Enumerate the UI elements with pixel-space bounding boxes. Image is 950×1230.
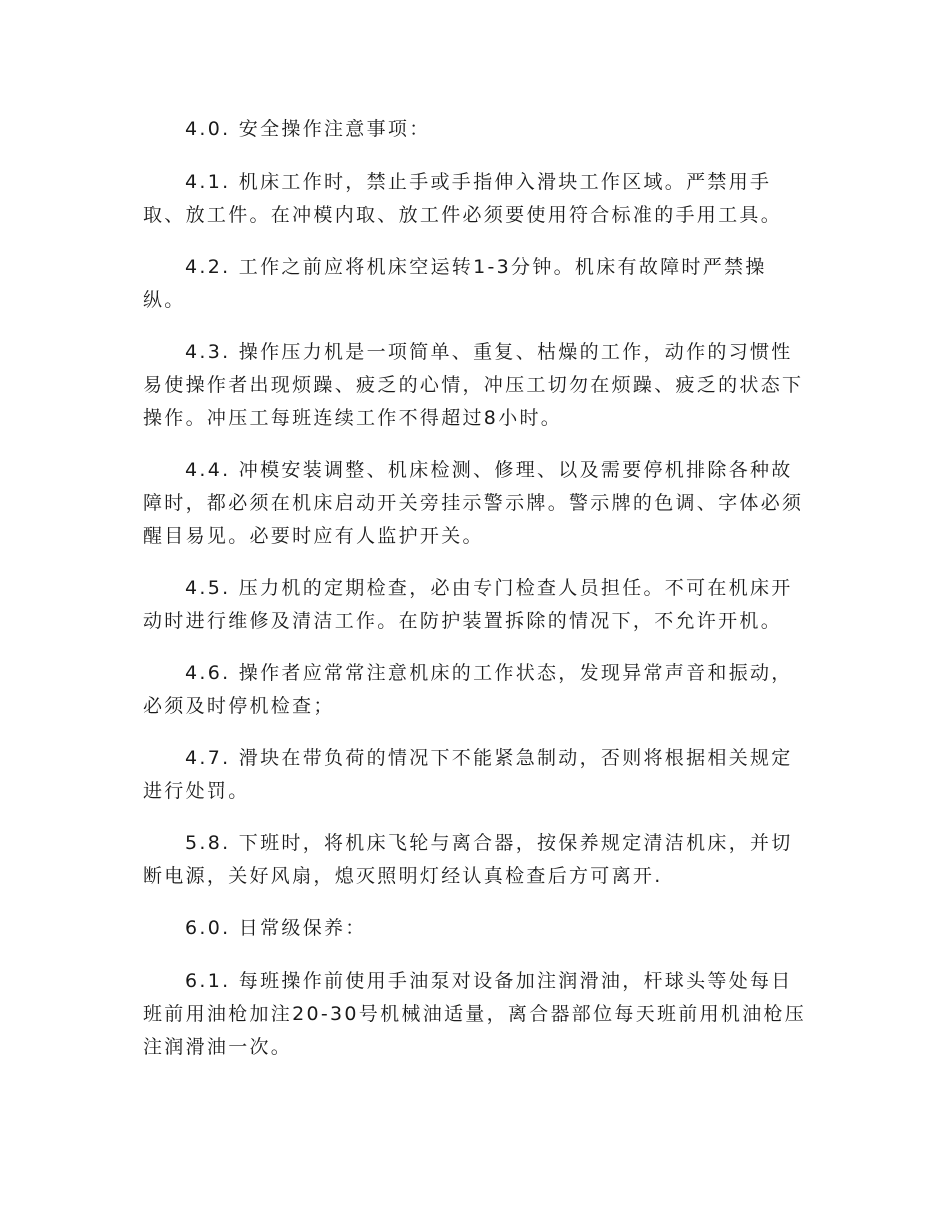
paragraph-4-5: 4.5. 压力机的定期检查，必由专门检查人员担任。不可在机床开动时进行维修及清洁工作。在防护装置拆除的情况下，不允许开机。 bbox=[143, 577, 793, 632]
paragraph-4-3: 4.3. 操作压力机是一项简单、重复、枯燥的工作，动作的习惯性易使操作者出现烦躁、疲乏的心情，冲压工切勿在烦躁、疲乏的状态下操作。冲压工每班连续工作不得超过8小时。 bbox=[143, 341, 804, 429]
section-heading-6-0: 6.0. 日常级保养： bbox=[185, 917, 367, 939]
paragraph-6-1: 6.1. 每班操作前使用手油泵对设备加注润滑油，杆球头等处每日班前用油枪加注20-30号机械油适量，离合器部位每天班前用机油枪压注润滑油一次。 bbox=[143, 970, 807, 1058]
paragraph-4-6: 4.6. 操作者应常常注意机床的工作状态，发现异常声音和振动，必须及时停机检查； bbox=[143, 662, 793, 717]
document-body bbox=[143, 113, 808, 1083]
paragraph-4-7: 4.7. 滑块在带负荷的情况下不能紧急制动，否则将根据相关规定进行处罚。 bbox=[143, 747, 793, 802]
section-heading-4-0: 4.0. 安全操作注意事项： bbox=[185, 118, 431, 140]
paragraph-4-4: 4.4. 冲模安装调整、机床检测、修理、以及需要停机排除各种故障时，都必须在机床启动开关旁挂示警示牌。警示牌的色调、字体必须醒目易见。必要时应有人监护开关。 bbox=[143, 459, 804, 547]
paragraph-4-2: 4.2. 工作之前应将机床空运转1-3分钟。机床有故障时严禁操纵。 bbox=[143, 256, 767, 311]
paragraph-4-1: 4.1. 机床工作时，禁止手或手指伸入滑块工作区域。严禁用手取、放工件。在冲模内取、放工件必须要使用符合标准的手用工具。 bbox=[143, 171, 783, 226]
paragraph-5-8: 5.8. 下班时，将机床飞轮与离合器，按保养规定清洁机床，并切断电源，关好风扇，熄灭照明灯经认真检查后方可离开. bbox=[143, 832, 793, 887]
